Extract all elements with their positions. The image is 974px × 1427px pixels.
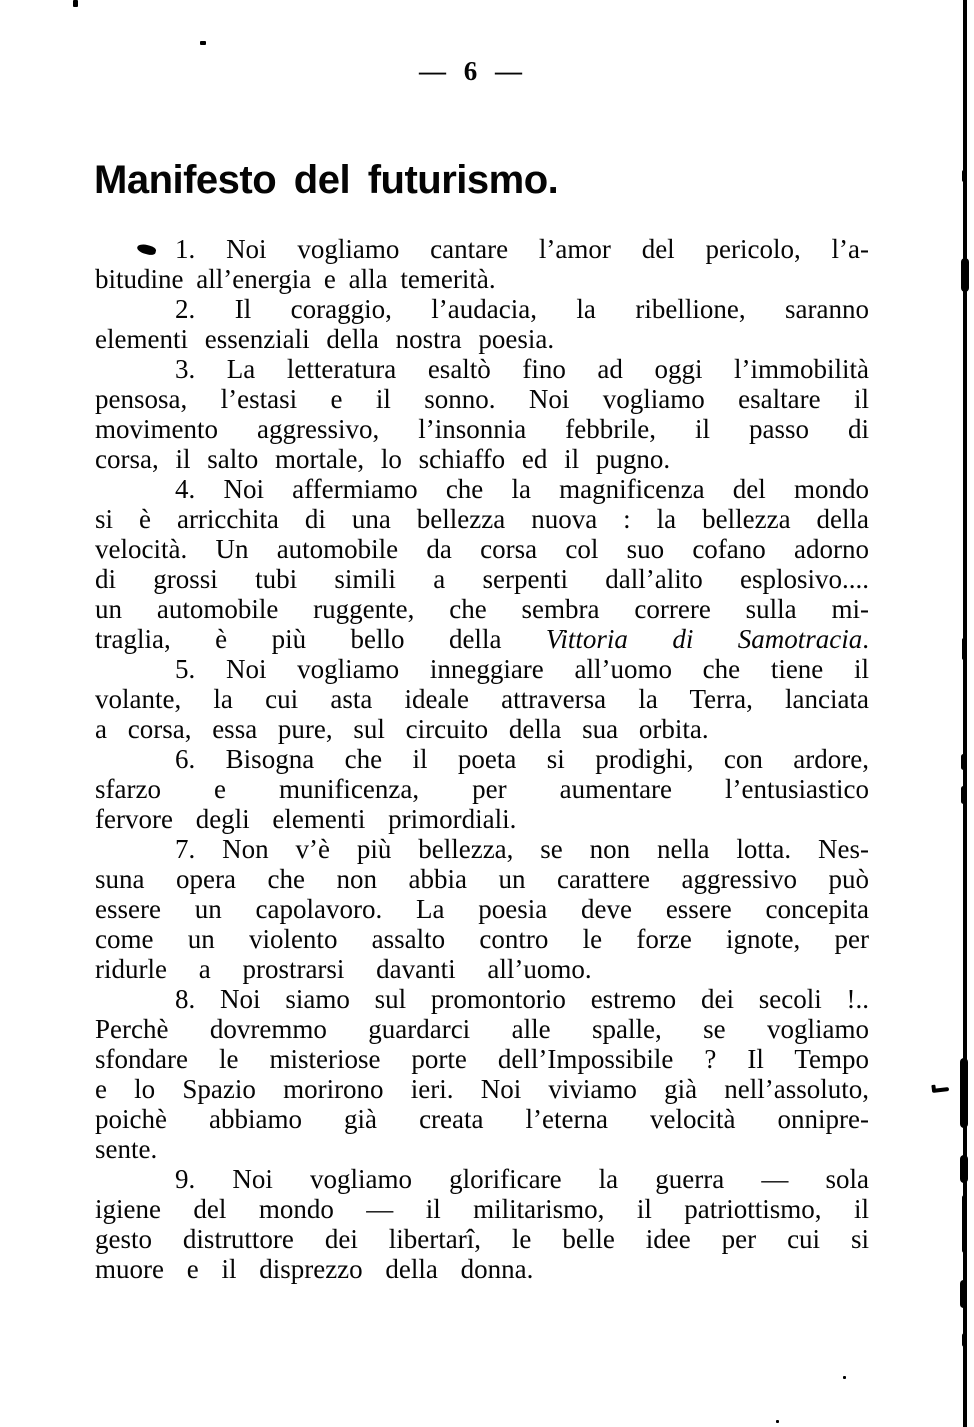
text-line: poichè abbiamo già creata l’eterna velocità onnipre- [95,1104,869,1134]
paragraph-1 [95,234,869,294]
text-line: velocità. Un automobile da corsa col suo cofano adorno [95,534,869,564]
text-line: Perchè dovremmo guardarci alle spalle, se vogliamo [95,1014,869,1044]
text-segment: . [862,624,870,654]
text-line: 9. Noi vogliamo glorificare la guerra — sola [175,1164,869,1194]
text-line: 3. La letteratura esaltò fino ad oggi l’immobilità [175,354,869,384]
ink-blob [962,638,966,660]
italic-work-title: Vittoria di Samotracia [545,624,863,654]
margin-tick-mark [932,1087,949,1093]
text-line: ridurle a prostrarsi davanti all’uomo. [95,954,592,984]
speck [200,41,206,45]
text-line: volante, la cui asta ideale attraversa la Terra, lanciata [95,684,869,714]
ink-blob [960,1155,968,1183]
text-line: 2. Il coraggio, l’audacia, la ribellione, saranno [175,294,869,324]
text-line: movimento aggressivo, l’insonnia febbrile, il passo di [95,414,869,444]
ink-blob [961,754,966,770]
text-line: sente. [95,1134,158,1164]
paragraph-8 [95,984,869,1164]
speck [843,1376,846,1379]
text-line: come un violento assalto contro le forze ignote, per [95,924,869,954]
text-line: sfondare le misteriose porte dell’Impossibile ? Il Tempo [95,1044,869,1074]
speck [776,1420,779,1423]
text-line: corsa, il salto mortale, lo schiaffo ed il pugno. [95,444,671,474]
ink-blob [960,1058,968,1128]
text-line: e lo Spazio morirono ieri. Noi viviamo già nell’assoluto, [95,1074,869,1104]
text-line: a corsa, essa pure, sul circuito della sua orbita. [95,714,709,744]
text-line: pensosa, l’estasi e il sonno. Noi vogliamo esaltare il [95,384,869,414]
ink-blob [961,786,966,804]
manifesto-text [95,234,869,1284]
text-line: fervore degli elementi primordiali. [95,804,517,834]
text-line: 7. Non v’è più bellezza, se non nella lotta. Nes- [175,834,869,864]
text-segment: traglia, è più bello della [95,624,546,654]
text-line: 1. Noi vogliamo cantare l’amor del pericolo, l’a- [175,234,869,264]
text-line: bitudine all’energia e alla temerità. [95,264,496,294]
text-line: igiene del mondo — il militarismo, il patriottismo, il [95,1194,869,1224]
text-line: 6. Bisogna che il poeta si prodighi, con ardore, [175,744,869,774]
paragraph-7 [95,834,869,984]
page-number: — 6 — [419,56,523,86]
paragraph-9 [95,1164,869,1284]
text-line: 4. Noi affermiamo che la magnificenza del mondo [175,474,869,504]
speck [73,0,78,7]
paragraph-3 [95,354,869,474]
text-line [95,624,869,654]
paragraph-4 [95,474,869,654]
text-line: si è arricchita di una bellezza nuova : la bellezza della [95,504,869,534]
ink-blob [962,1333,967,1347]
text-line: suna opera che non abbia un carattere aggressivo può [95,864,869,894]
text-line: un automobile ruggente, che sembra correre sulla mi- [95,594,869,624]
ink-blob [962,170,966,182]
ink-blob [962,1195,967,1253]
page-title: Manifesto del futurismo. [94,158,559,202]
paragraph-6 [95,744,869,834]
text-line: 5. Noi vogliamo inneggiare all’uomo che tiene il [175,654,869,684]
text-line: sfarzo e munificenza, per aumentare l’entusiastico [95,774,869,804]
text-line: elementi essenziali della nostra poesia. [95,324,555,354]
ink-blob [960,1280,967,1308]
text-line: 8. Noi siamo sul promontorio estremo dei secoli !.. [175,984,869,1014]
text-line: muore e il disprezzo della donna. [95,1254,534,1284]
ink-blob [961,258,969,292]
paragraph-5 [95,654,869,744]
text-line: essere un capolavoro. La poesia deve essere concepita [95,894,869,924]
paragraph-2 [95,294,869,354]
text-line: gesto distruttore dei libertarî, le belle idee per cui si [95,1224,869,1254]
text-line: di grossi tubi simili a serpenti dall’alito esplosivo.... [95,564,869,594]
